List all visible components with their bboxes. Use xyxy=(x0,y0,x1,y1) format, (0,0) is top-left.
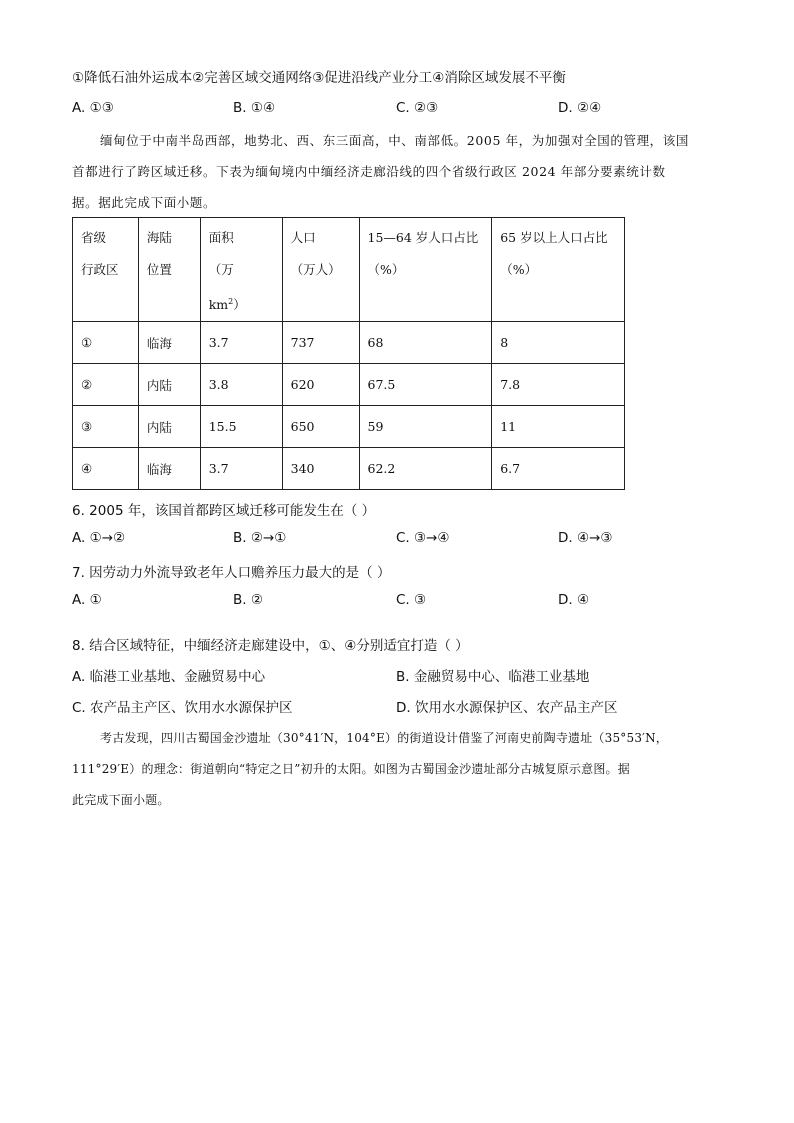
table-row: ② 内陆 3.8 620 67.5 7.8 xyxy=(73,364,625,406)
header-province: 省级 行政区 xyxy=(73,218,139,322)
q5-choice-a[interactable]: A. ①③ xyxy=(72,100,114,116)
passage1-line1: 缅甸位于中南半岛西部，地势北、西、东三面高，中、南部低。2005 年，为加强对全国的管理，该国 xyxy=(100,133,689,148)
header-elderly: 65 岁以上人口占比 （%） xyxy=(492,218,625,322)
table-row: ④ 临海 3.7 340 62.2 6.7 xyxy=(73,448,625,490)
passage1-line2: 首都进行了跨区域迁移。下表为缅甸境内中缅经济走廊沿线的四个省级行政区 2024 年部分要素统计数 xyxy=(72,164,666,179)
passage2-line2: 111°29′E）的理念：街道朝向“特定之日”初升的太阳。如图为古蜀国金沙遗址部分古城复原示意图。据 xyxy=(72,762,630,776)
passage2-line1: 考古发现，四川古蜀国金沙遗址（30°41′N，104°E）的街道设计借鉴了河南史前陶寺遗址（35°53′N， xyxy=(100,731,668,745)
q8-choice-c[interactable]: C. 农产品主产区、饮用水水源保护区 xyxy=(72,700,293,716)
q7-choice-c[interactable]: C. ③ xyxy=(396,592,427,608)
passage1-line3: 据。据此完成下面小题。 xyxy=(72,195,217,210)
header-working-age: 15—64 岁人口占比 （%） xyxy=(359,218,492,322)
table-header-row xyxy=(73,218,625,322)
q5-options-statement: ①降低石油外运成本②完善区域交通网络③促进沿线产业分工④消除区域发展不平衡 xyxy=(72,70,566,86)
q7-choice-d[interactable]: D. ④ xyxy=(558,592,590,608)
q8-choice-b[interactable]: B. 金融贸易中心、临港工业基地 xyxy=(396,669,590,685)
header-location: 海陆 位置 xyxy=(138,218,200,322)
q5-choice-b[interactable]: B. ①④ xyxy=(233,100,276,116)
q6-choice-c[interactable]: C. ③→④ xyxy=(396,530,450,546)
q6-choice-b[interactable]: B. ②→① xyxy=(233,530,287,546)
q6-stem: 6. 2005 年，该国首都跨区域迁移可能发生在（ ） xyxy=(72,503,376,519)
q8-choice-a[interactable]: A. 临港工业基地、金融贸易中心 xyxy=(72,669,266,685)
q5-choice-c[interactable]: C. ②③ xyxy=(396,100,439,116)
statistics-table xyxy=(72,217,625,490)
passage2-line3: 此完成下面小题。 xyxy=(72,793,170,807)
q7-choice-b[interactable]: B. ② xyxy=(233,592,263,608)
q8-choice-d[interactable]: D. 饮用水水源保护区、农产品主产区 xyxy=(396,700,618,716)
q8-stem: 8. 结合区域特征，中缅经济走廊建设中，①、④分别适宜打造（ ） xyxy=(72,638,469,654)
table-row: ① 临海 3.7 737 68 8 xyxy=(73,322,625,364)
table-row: ③ 内陆 15.5 650 59 11 xyxy=(73,406,625,448)
q6-choice-a[interactable]: A. ①→② xyxy=(72,530,126,546)
header-area: 面积 （万 $km^2$） xyxy=(200,218,282,322)
q7-choice-a[interactable]: A. ① xyxy=(72,592,102,608)
q7-stem: 7. 因劳动力外流导致老年人口赡养压力最大的是（ ） xyxy=(72,565,391,581)
q5-choice-d[interactable]: D. ②④ xyxy=(558,100,602,116)
header-population: 人口 （万人） xyxy=(282,218,359,322)
q6-choice-d[interactable]: D. ④→③ xyxy=(558,530,613,546)
